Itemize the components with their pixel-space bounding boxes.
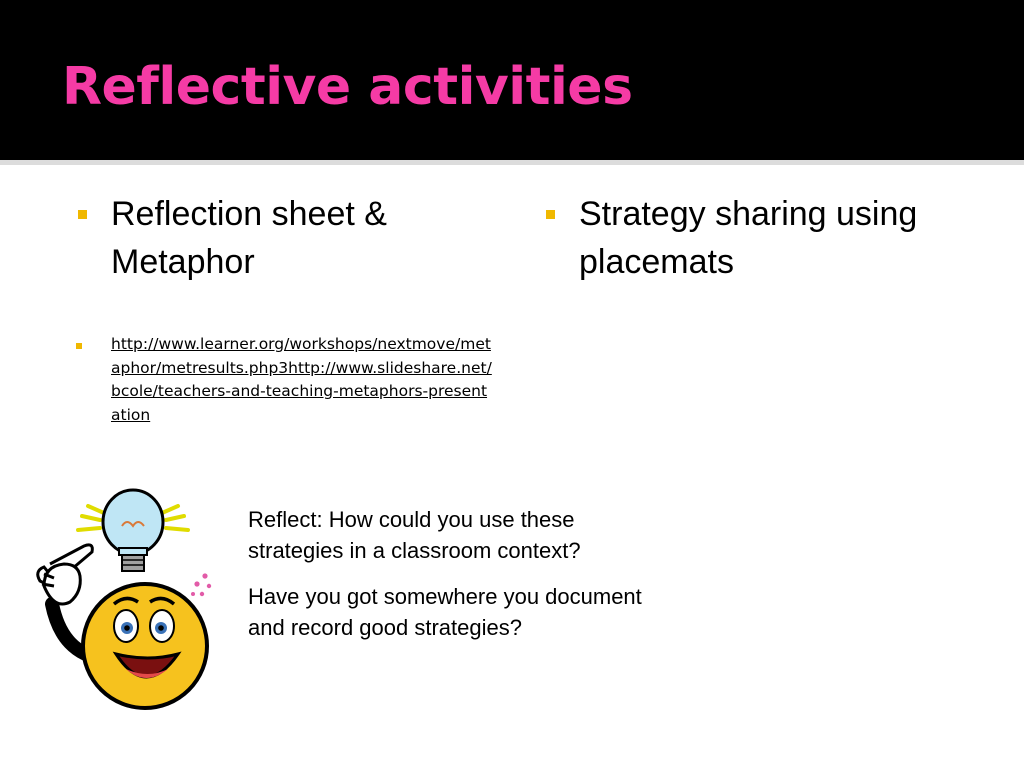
header-divider bbox=[0, 160, 1024, 165]
bullet-marker bbox=[78, 210, 87, 219]
right-bullet-1 bbox=[579, 190, 999, 286]
bullet-marker bbox=[76, 343, 82, 349]
smiley-lightbulb-idea-icon bbox=[30, 486, 220, 711]
left-bullet-2 bbox=[111, 333, 493, 427]
reflection-questions bbox=[248, 504, 668, 658]
reflection-question-1: Reflect: How could you use these strategies in a classroom context? bbox=[248, 507, 581, 563]
reference-link[interactable]: http://www.learner.org/workshops/nextmove/metaphor/metresults.php3http://www.slideshare.net/bcole/teachers-and-teaching-metaphors-presentation bbox=[111, 335, 492, 424]
right-bullet-text: Strategy sharing using placemats bbox=[579, 195, 918, 281]
reflection-question-2: Have you got somewhere you document and record good strategies? bbox=[248, 584, 642, 640]
slide-title: Reflective activities bbox=[62, 57, 633, 117]
left-bullet-text: Reflection sheet & Metaphor bbox=[111, 195, 387, 281]
bullet-marker bbox=[546, 210, 555, 219]
left-bullet-1 bbox=[111, 190, 441, 286]
